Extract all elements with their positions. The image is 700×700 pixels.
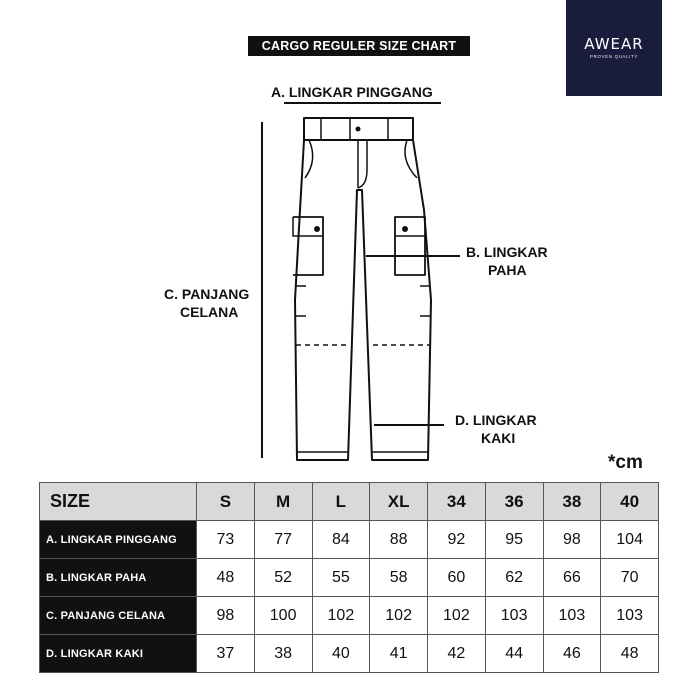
size-col-header: 36 bbox=[485, 483, 543, 521]
table-cell: 44 bbox=[485, 635, 543, 673]
right-pocket-button bbox=[402, 226, 408, 232]
row-label: C. PANJANG CELANA bbox=[40, 597, 197, 635]
table-cell: 60 bbox=[428, 559, 486, 597]
table-cell: 38 bbox=[254, 635, 312, 673]
table-cell: 62 bbox=[485, 559, 543, 597]
table-cell: 102 bbox=[312, 597, 370, 635]
row-label: B. LINGKAR PAHA bbox=[40, 559, 197, 597]
table-cell: 84 bbox=[312, 521, 370, 559]
table-cell: 102 bbox=[428, 597, 486, 635]
table-cell: 58 bbox=[370, 559, 428, 597]
table-cell: 98 bbox=[543, 521, 601, 559]
table-cell: 40 bbox=[312, 635, 370, 673]
table-cell: 73 bbox=[197, 521, 255, 559]
row-label: D. LINGKAR KAKI bbox=[40, 635, 197, 673]
table-cell: 77 bbox=[254, 521, 312, 559]
table-cell: 66 bbox=[543, 559, 601, 597]
table-cell: 41 bbox=[370, 635, 428, 673]
table-cell: 48 bbox=[601, 635, 659, 673]
table-cell: 37 bbox=[197, 635, 255, 673]
table-cell: 48 bbox=[197, 559, 255, 597]
length-label-line2: CELANA bbox=[180, 304, 239, 320]
table-cell: 103 bbox=[485, 597, 543, 635]
left-pocket-button bbox=[314, 226, 320, 232]
table-cell: 88 bbox=[370, 521, 428, 559]
size-col-header: S bbox=[197, 483, 255, 521]
size-header-label: SIZE bbox=[40, 483, 197, 521]
table-row bbox=[40, 521, 659, 559]
hem-label-line1: D. LINGKAR bbox=[455, 412, 537, 428]
table-cell: 95 bbox=[485, 521, 543, 559]
length-label-line1: C. PANJANG bbox=[164, 286, 250, 302]
waist-label: A. LINGKAR PINGGANG bbox=[271, 84, 433, 100]
pants-outline bbox=[293, 118, 431, 460]
waist-button bbox=[356, 127, 361, 132]
table-cell: 46 bbox=[543, 635, 601, 673]
unit-note: *cm bbox=[608, 452, 643, 473]
thigh-label-line1: B. LINGKAR bbox=[466, 244, 548, 260]
table-cell: 70 bbox=[601, 559, 659, 597]
table-cell: 100 bbox=[254, 597, 312, 635]
table-cell: 103 bbox=[601, 597, 659, 635]
table-cell: 98 bbox=[197, 597, 255, 635]
brand-name: AWEAR bbox=[584, 35, 644, 53]
table-cell: 92 bbox=[428, 521, 486, 559]
size-table bbox=[39, 482, 659, 673]
thigh-label-line2: PAHA bbox=[488, 262, 527, 278]
size-col-header: 38 bbox=[543, 483, 601, 521]
hem-label-line2: KAKI bbox=[481, 430, 516, 446]
size-col-header: L bbox=[312, 483, 370, 521]
table-cell: 52 bbox=[254, 559, 312, 597]
size-col-header: 34 bbox=[428, 483, 486, 521]
table-row bbox=[40, 559, 659, 597]
table-cell: 55 bbox=[312, 559, 370, 597]
table-row bbox=[40, 597, 659, 635]
chart-title: CARGO REGULER SIZE CHART bbox=[248, 36, 470, 56]
table-cell: 102 bbox=[370, 597, 428, 635]
row-label: A. LINGKAR PINGGANG bbox=[40, 521, 197, 559]
table-row bbox=[40, 635, 659, 673]
brand-tagline: PROVEN QUALITY bbox=[590, 54, 638, 59]
size-col-header: M bbox=[254, 483, 312, 521]
table-cell: 103 bbox=[543, 597, 601, 635]
size-col-header: XL bbox=[370, 483, 428, 521]
size-header-row bbox=[40, 483, 659, 521]
size-col-header: 40 bbox=[601, 483, 659, 521]
table-cell: 42 bbox=[428, 635, 486, 673]
table-cell: 104 bbox=[601, 521, 659, 559]
